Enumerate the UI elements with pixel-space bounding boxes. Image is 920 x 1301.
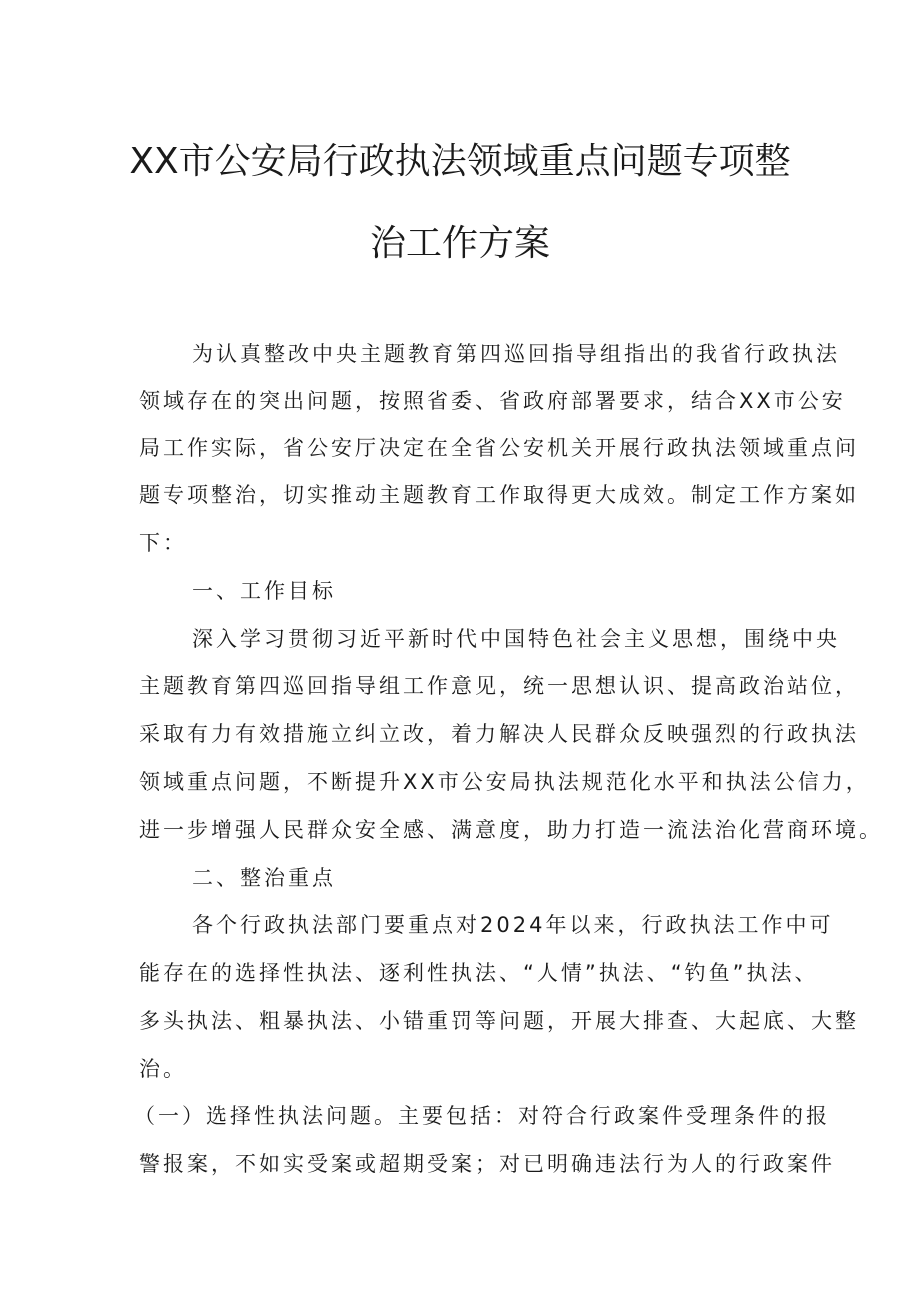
subsection-line: （一）选择性执法问题。主要包括：对符合行政案件受理条件的报 [134,1104,830,1128]
paragraph-line: 主题教育第四巡回指导组工作意见，统一思想认识、提高政治站位， [139,674,859,698]
section-heading-goals: 一、工作目标 [192,579,336,603]
paragraph-line: 领域重点问题，不断提升XX市公安局执法规范化水平和执法公信力， [139,770,870,794]
paragraph-line: 多头执法、粗暴执法、小错重罚等问题，开展大排查、大起底、大整 [139,1009,859,1033]
paragraph-line: 局工作实际，省公安厅决定在全省公安机关开展行政执法领域重点问 [139,436,859,460]
paragraph-line: 为认真整改中央主题教育第四巡回指导组指出的我省行政执法 [192,342,840,366]
paragraph-line: 下： [139,531,187,555]
paragraph-line: 领域存在的突出问题，按照省委、省政府部署要求，结合XX市公安 [139,389,846,413]
paragraph-line: 警报案，不如实受案或超期受案；对已明确违法行为人的行政案件 [139,1152,835,1176]
paragraph-line: 采取有力有效措施立纠立改，着力解决人民群众反映强烈的行政执法 [139,722,859,746]
paragraph-line: 各个行政执法部门要重点对2024年以来，行政执法工作中可 [192,913,834,937]
paragraph-line: 题专项整治，切实推动主题教育工作取得更大成效。制定工作方案如 [139,483,859,507]
paragraph-line: 进一步增强人民群众安全感、满意度，助力打造一流法治化营商环境。 [139,818,883,842]
document-title-line-1: XX市公安局行政执法领域重点问题专项整 [129,141,791,182]
paragraph-line: 深入学习贯彻习近平新时代中国特色社会主义思想，围绕中央 [192,627,840,651]
paragraph-line: 治。 [139,1057,187,1081]
section-heading-focus: 二、整治重点 [192,866,336,890]
document-title-line-2: 治工作方案 [369,223,550,264]
paragraph-line: 能存在的选择性执法、逐利性执法、“人情”执法、“钓鱼”执法、 [139,961,819,985]
